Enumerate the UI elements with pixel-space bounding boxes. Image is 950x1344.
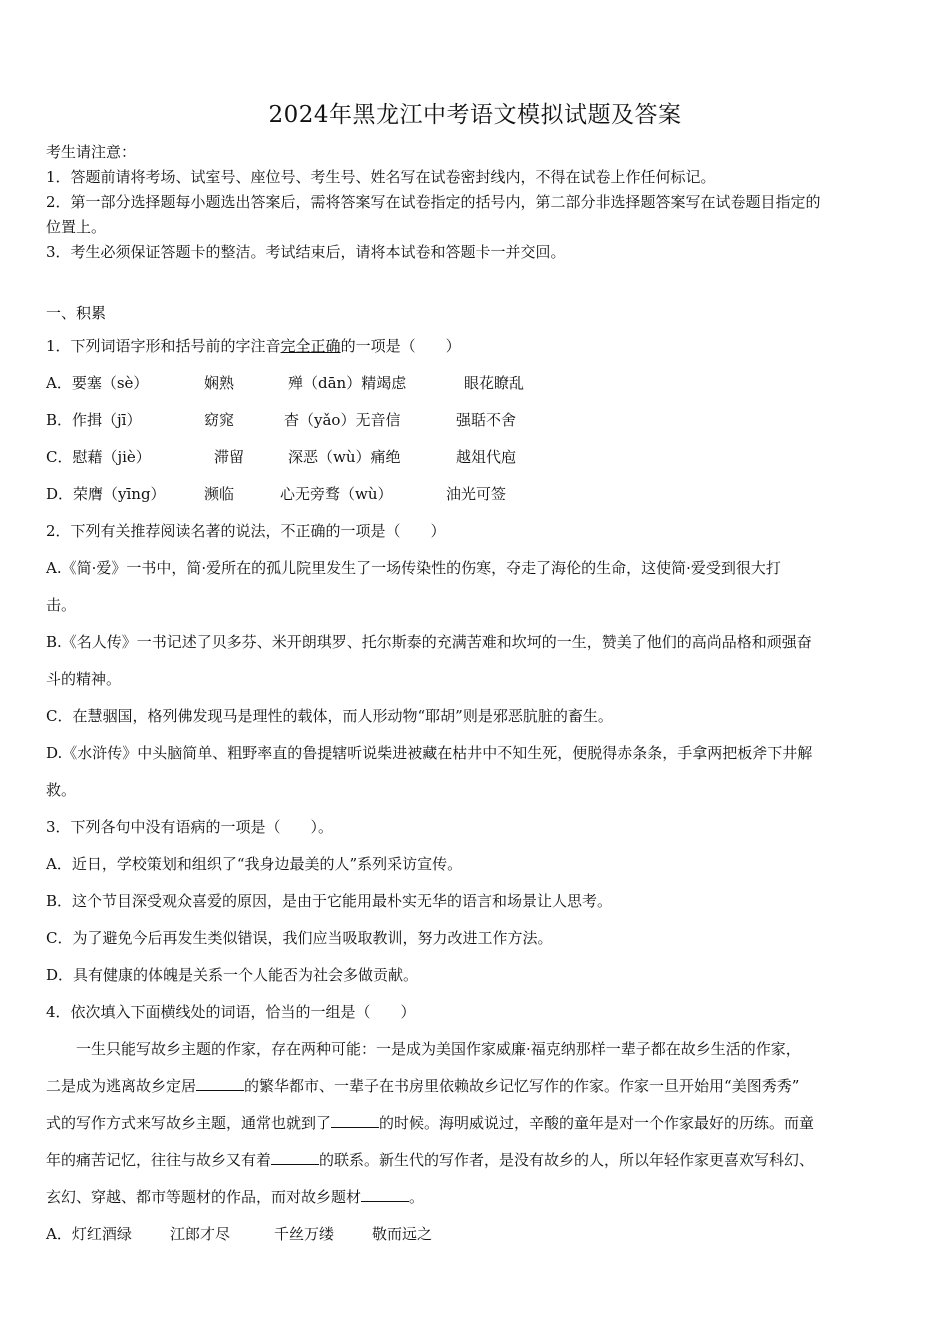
question-2-option-d: D.《水浒传》中头脑简单、粗野率直的鲁提辖听说柴进被藏在枯井中不知生死，便脱得赤条条，手拿两把板斧下井解	[46, 744, 813, 762]
notice-heading: 考生请注意：	[46, 143, 137, 161]
passage-text: 。	[409, 1188, 425, 1206]
question-1-option-c	[46, 439, 908, 476]
question-3-stem: 3．下列各句中没有语病的一项是（ ）。	[46, 818, 334, 836]
option-word: D．荣膺（yīng）	[46, 485, 166, 503]
notice-item: 3．考生必须保证答题卡的整洁。考试结束后，请将本试卷和答题卡一并交回。	[46, 243, 566, 261]
question-1-option-a	[46, 365, 908, 402]
question-2-option-a: A.《简·爱》一书中，简·爱所在的孤儿院里发生了一场传染性的伤寒，夺走了海伦的生命，这使简·爱受到很大打	[46, 559, 781, 577]
option-word: 油光可签	[446, 485, 507, 503]
option-word: 深恶（wù）痛绝	[288, 448, 401, 466]
passage-text: 式的写作方式来写故乡主题，通常也就到了	[46, 1114, 332, 1132]
option-word: 娴熟	[204, 374, 235, 392]
question-2-option-d-cont: 救。	[46, 781, 77, 799]
question-1-option-b	[46, 402, 908, 439]
option-word: C．慰藉（jiè）	[46, 448, 151, 466]
fill-blank	[331, 1113, 379, 1128]
notice-block	[46, 140, 908, 265]
question-4-passage-line	[46, 1105, 908, 1142]
question-2-option-c: C．在慧骃国，格列佛发现马是理性的载体，而人形动物“耶胡”则是邪恶肮脏的畜生。	[46, 707, 613, 725]
question-3-option-a: A．近日，学校策划和组织了“我身边最美的人”系列采访宣传。	[46, 855, 463, 873]
option-word: 越俎代庖	[456, 448, 517, 466]
option-word: A．灯红酒绿	[46, 1225, 132, 1243]
fill-blank	[271, 1150, 319, 1165]
question-1-stem-part: 的一项是（ ）	[340, 337, 461, 355]
question-2-option-b: B.《名人传》一书记述了贝多芬、米开朗琪罗、托尔斯泰的充满苦难和坎坷的一生，赞美了他们的高尚品格和顽强奋	[46, 633, 812, 651]
option-word: 江郎才尽	[170, 1225, 231, 1243]
question-1-emphasis: 完全正确	[280, 337, 341, 355]
passage-text: 的时候。海明威说过，辛酸的童年是对一个作家最好的历练。而童	[379, 1114, 815, 1132]
passage-text: 年的痛苦记忆，往往与故乡又有着	[46, 1151, 272, 1169]
option-word: 强聒不舍	[456, 411, 517, 429]
option-word: 殚（dān）精竭虑	[288, 374, 407, 392]
question-3-option-b: B．这个节目深受观众喜爱的原因，是由于它能用最朴实无华的语言和场景让人思考。	[46, 892, 613, 910]
passage-text: 的繁华都市、一辈子在书房里依赖故乡记忆写作的作家。作家一旦开始用“美图秀秀”	[244, 1077, 800, 1095]
notice-item: 位置上。	[46, 218, 107, 236]
question-3-option-d: D．具有健康的体魄是关系一个人能否为社会多做贡献。	[46, 966, 419, 984]
option-word: 杳（yǎo）无音信	[284, 411, 401, 429]
question-2-stem: 2．下列有关推荐阅读名著的说法，不正确的一项是（ ）	[46, 522, 446, 540]
notice-item: 2．第一部分选择题每小题选出答案后，需将答案写在试卷指定的括号内，第二部分非选择题答案写在试卷题目指定的	[46, 193, 821, 211]
exam-content	[46, 140, 908, 1253]
notice-item: 1．答题前请将考场、试室号、座位号、考生号、姓名写在试卷密封线内，不得在试卷上作任何标记。	[46, 168, 716, 186]
option-word: B．作揖（jī）	[46, 411, 142, 429]
passage-text: 二是成为逃离故乡定居	[46, 1077, 197, 1095]
option-word: 心无旁骛（wù）	[280, 485, 393, 503]
question-2-option-a-cont: 击。	[46, 596, 77, 614]
option-word: 敬而远之	[372, 1225, 433, 1243]
question-4-stem: 4．依次填入下面横线处的词语，恰当的一组是（ ）	[46, 1003, 416, 1021]
question-3-option-c: C．为了避免今后再发生类似错误，我们应当吸取教训，努力改进工作方法。	[46, 929, 553, 947]
passage-text: 的联系。新生代的写作者，是没有故乡的人，所以年轻作家更喜欢写科幻、	[319, 1151, 815, 1169]
question-1-stem	[46, 328, 908, 365]
section-heading: 一、积累	[46, 304, 107, 322]
option-word: 窈窕	[204, 411, 235, 429]
option-word: 千丝万缕	[274, 1225, 335, 1243]
fill-blank	[361, 1187, 409, 1202]
passage-text: 玄幻、穿越、都市等题材的作品，而对故乡题材	[46, 1188, 362, 1206]
page-title: 2024年黑龙江中考语文模拟试题及答案	[268, 102, 682, 128]
option-word: 滞留	[214, 448, 245, 466]
fill-blank	[196, 1076, 244, 1091]
question-4-passage-line	[46, 1142, 908, 1179]
question-4-option-a	[46, 1216, 908, 1253]
question-4-passage-line	[46, 1179, 908, 1216]
option-word: A．要塞（sè）	[46, 374, 149, 392]
question-4-passage-line	[46, 1068, 908, 1105]
question-2-option-b-cont: 斗的精神。	[46, 670, 122, 688]
option-word: 濒临	[204, 485, 235, 503]
question-4-passage-line: 一生只能写故乡主题的作家，存在两种可能：一是成为美国作家威廉·福克纳那样一辈子都在故乡生活的作家，	[76, 1040, 801, 1058]
question-1-option-d	[46, 476, 908, 513]
question-1-stem-part: 1．下列词语字形和括号前的字注音	[46, 337, 281, 355]
option-word: 眼花瞭乱	[464, 374, 525, 392]
